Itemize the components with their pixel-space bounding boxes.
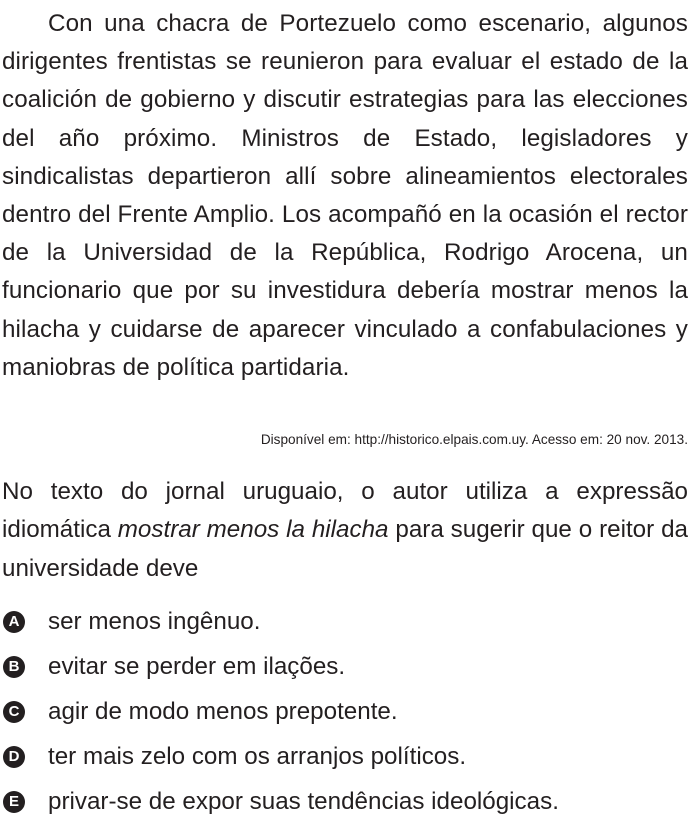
option-letter-badge: E bbox=[3, 791, 25, 813]
option-d[interactable] bbox=[3, 734, 559, 779]
option-e[interactable] bbox=[3, 779, 559, 824]
option-letter-badge: D bbox=[3, 746, 25, 768]
option-text: ter mais zelo com os arranjos políticos. bbox=[48, 742, 467, 770]
option-c[interactable] bbox=[3, 690, 559, 735]
option-text: ser menos ingênuo. bbox=[48, 608, 261, 636]
option-letter-badge: C bbox=[3, 701, 25, 723]
option-b[interactable] bbox=[3, 645, 559, 690]
passage-text: Con una chacra de Portezuelo como escenario, algunos dirigentes frentistas se reunieron para evaluar el estado de la coalición de gobierno y discutir estrategias para las elecciones del año próximo. Ministros de Estado, legisladores y sindicalistas departieron allí sobre alineamientos electorales dentro del Frente Amplio. Los acompañó en la ocasión el rector de la Universidad de la República, Rodrigo Arocena, un funcionario que por su investidura debería mostrar menos la hilacha y cuidarse de aparecer vinculado a confabulaciones y maniobras de política partidaria. bbox=[2, 10, 688, 381]
option-text: evitar se perder em ilações. bbox=[48, 653, 346, 681]
option-a[interactable] bbox=[3, 600, 559, 645]
answer-options bbox=[3, 600, 559, 824]
source-citation: Disponível em: http://historico.elpais.com.uy. Acesso em: 20 nov. 2013. bbox=[260, 432, 688, 447]
option-letter-badge: B bbox=[3, 656, 25, 678]
option-text: agir de modo menos prepotente. bbox=[48, 697, 398, 725]
option-letter-badge: A bbox=[3, 611, 25, 633]
question-stem bbox=[2, 473, 688, 588]
question-stem-start: No texto do jornal uruguaio, o autor utiliza a expressão idiomática bbox=[2, 478, 688, 544]
question-stem-end: para sugerir que o reitor da universidade deve bbox=[2, 516, 688, 582]
idiomatic-expression: mostrar menos la hilacha bbox=[117, 516, 389, 544]
option-text: privar-se de expor suas tendências ideológicas. bbox=[48, 787, 559, 815]
